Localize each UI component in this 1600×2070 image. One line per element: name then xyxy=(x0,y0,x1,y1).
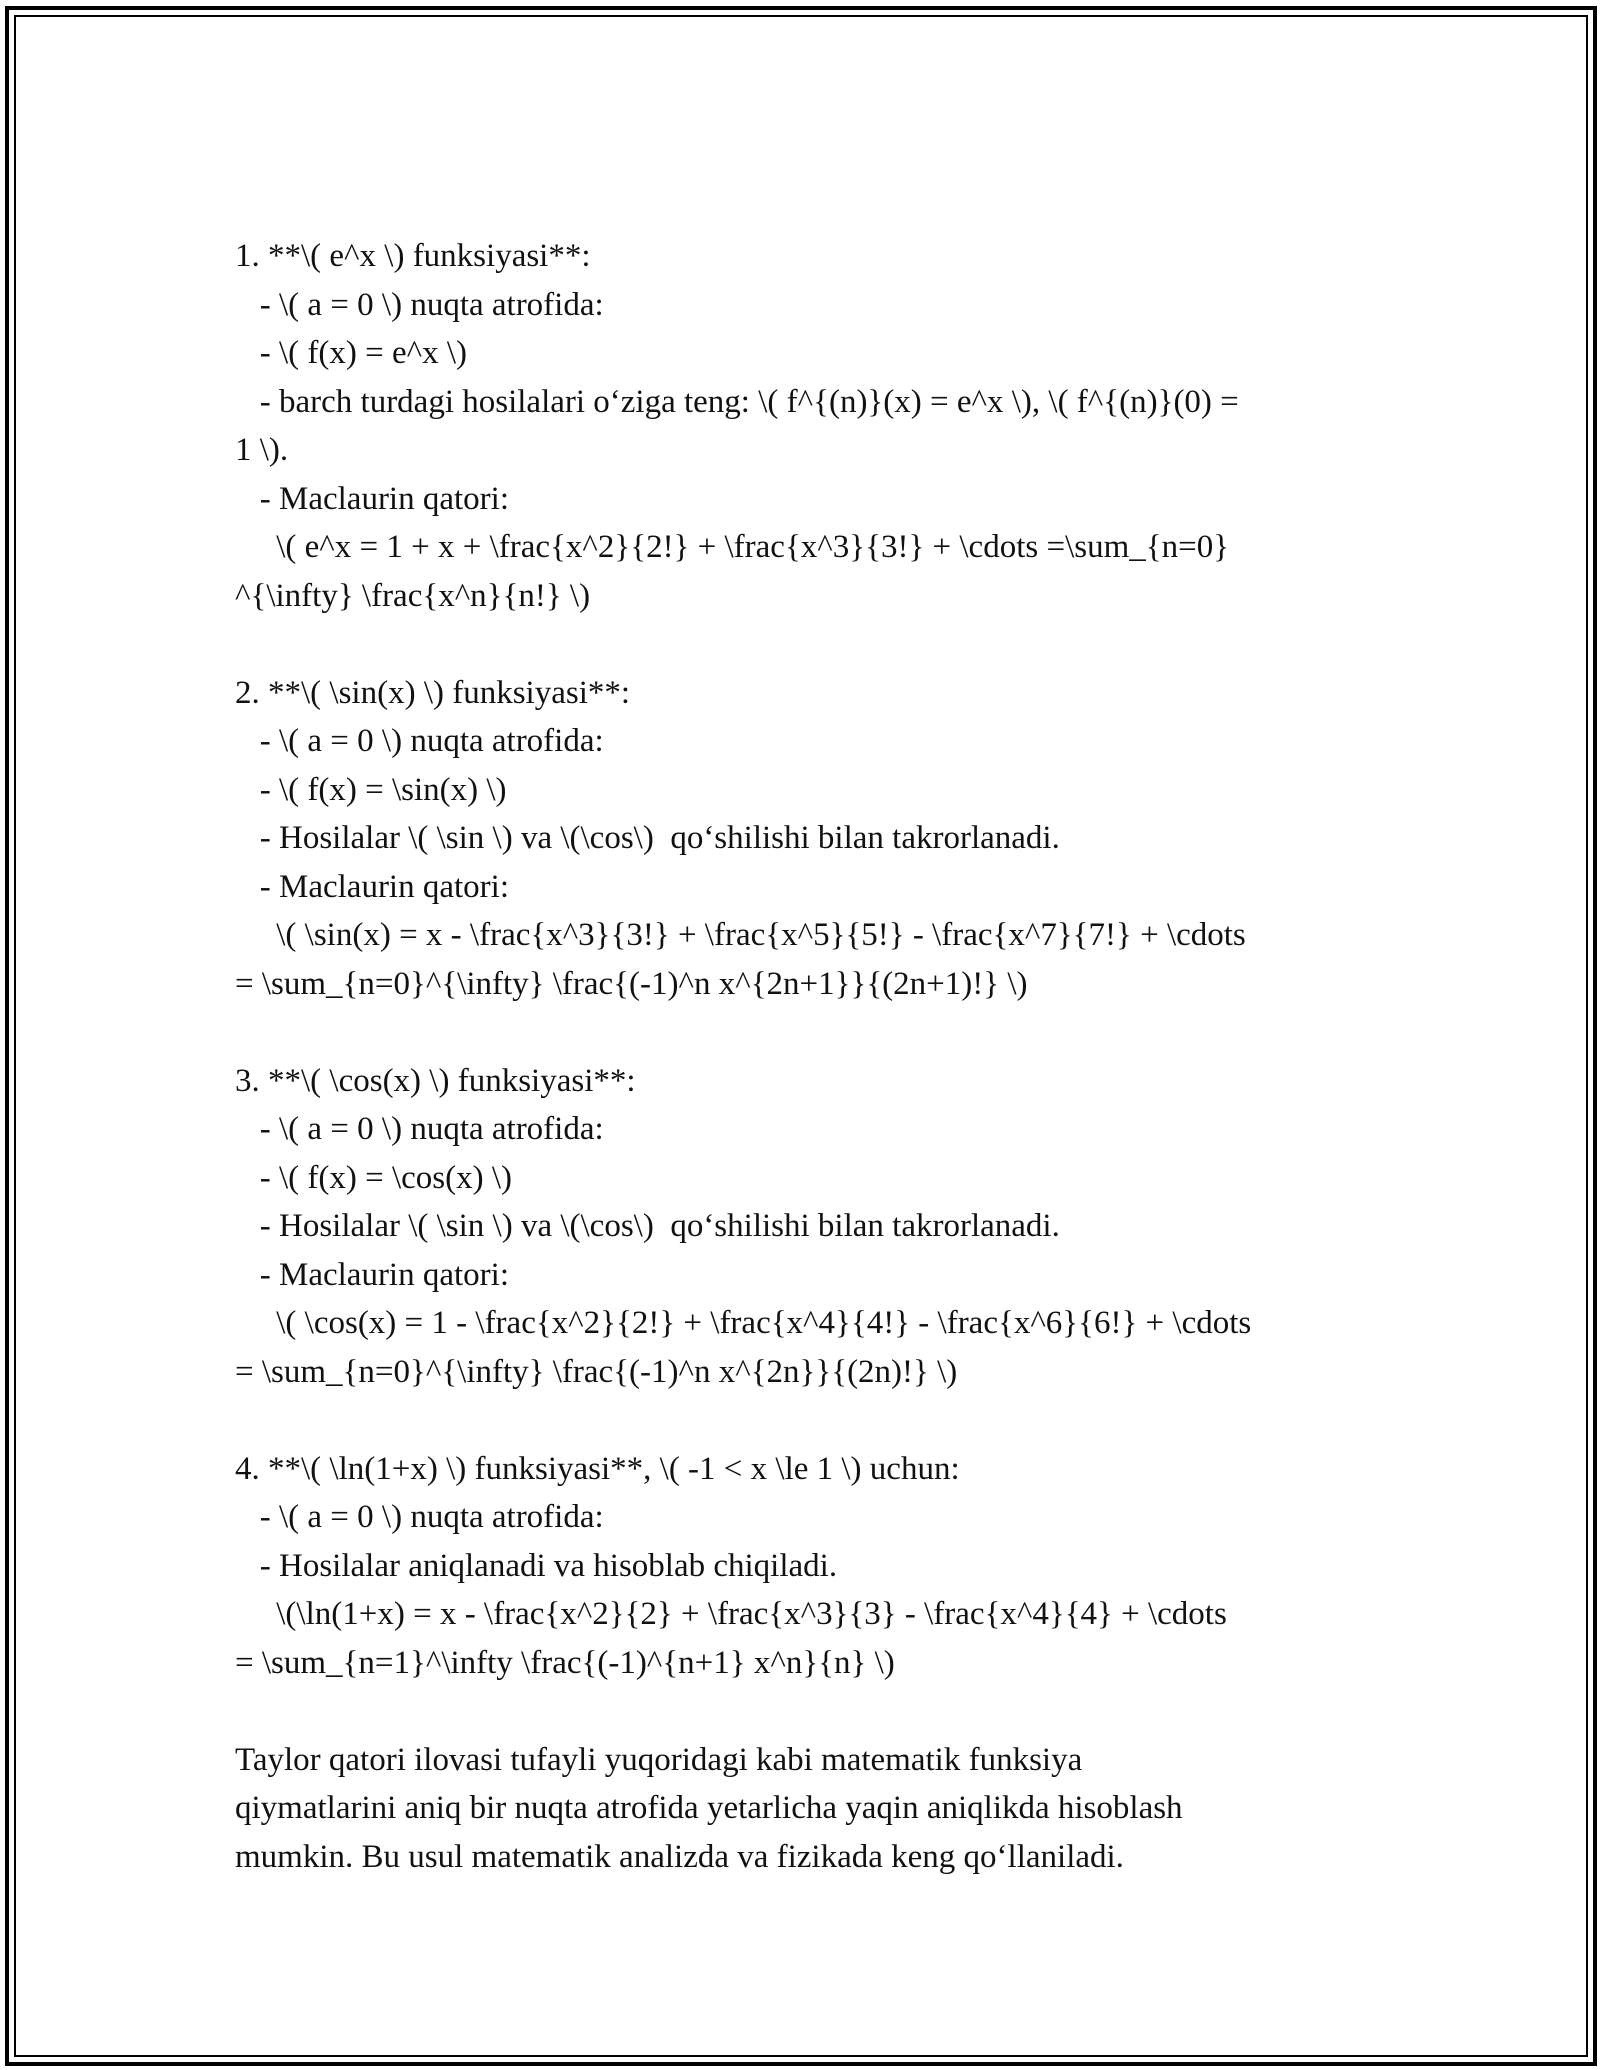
text-line: 2. **\( \sin(x) \) funksiyasi**: xyxy=(235,674,631,711)
text-line: mumkin. Bu usul matematik analizda va fizikada keng qo‘llaniladi. xyxy=(235,1838,1124,1875)
text-line: - \( a = 0 \) nuqta atrofida: xyxy=(235,1111,604,1147)
text-line: \( \cos(x) = 1 - \frac{x^2}{2!} + \frac{x^4}{4!} - \frac{x^6}{6!} + \cdots xyxy=(235,1305,1252,1341)
text-line: - \( a = 0 \) nuqta atrofida: xyxy=(235,286,604,323)
text-line: - Maclaurin qatori: xyxy=(235,480,509,517)
spacer xyxy=(235,1008,1375,1057)
text-line: - Maclaurin qatori: xyxy=(235,868,509,905)
section-sin xyxy=(235,669,1375,1009)
text-line: - Hosilalar aniqlanadi va hisoblab chiqiladi. xyxy=(235,1547,838,1584)
text-line: - barch turdagi hosilalari o‘ziga teng: \( f^{(n)}(x) = e^x \), \( f^{(n)}(0) = xyxy=(235,383,1239,420)
text-line: - Hosilalar \( \sin \) va \(\cos\) qo‘shilishi bilan takrorlanadi. xyxy=(235,820,1060,856)
text-line: = \sum_{n=0}^{\infty} \frac{(-1)^n x^{2n}}{(2n)!} \) xyxy=(235,1353,958,1390)
text-line: 4. **\( \ln(1+x) \) funksiyasi**, \( -1 < x \le 1 \) uchun: xyxy=(235,1450,960,1487)
section-cos xyxy=(235,1057,1375,1397)
text-line: - \( a = 0 \) nuqta atrofida: xyxy=(235,1499,604,1535)
spacer xyxy=(235,1396,1375,1445)
text-line: 1. **\( e^x \) funksiyasi**: xyxy=(235,238,591,274)
text-line: - \( f(x) = \cos(x) \) xyxy=(235,1159,513,1196)
text-line: - \( a = 0 \) nuqta atrofida: xyxy=(235,723,604,759)
text-line: - \( f(x) = e^x \) xyxy=(235,335,468,371)
text-line: \( \sin(x) = x - \frac{x^3}{3!} + \frac{x^5}{5!} - \frac{x^7}{7!} + \cdots xyxy=(235,917,1246,953)
text-line: Taylor qatori ilovasi tufayli yuqoridagi kabi matematik funksiya xyxy=(235,1741,1083,1778)
text-line: - Hosilalar \( \sin \) va \(\cos\) qo‘shilishi bilan takrorlanadi. xyxy=(235,1208,1060,1244)
text-line: qiymatlarini aniq bir nuqta atrofida yetarlicha yaqin aniqlikda hisoblash xyxy=(235,1790,1183,1826)
text-line: \( e^x = 1 + x + \frac{x^2}{2!} + \frac{x^3}{3!} + \cdots =\sum_{n=0} xyxy=(235,529,1230,565)
text-line: = \sum_{n=0}^{\infty} \frac{(-1)^n x^{2n+1}}{(2n+1)!} \) xyxy=(235,965,1028,1002)
section-exp xyxy=(235,232,1375,620)
text-line: = \sum_{n=1}^\infty \frac{(-1)^{n+1} x^n}{n} \) xyxy=(235,1644,895,1681)
text-line: - \( f(x) = \sin(x) \) xyxy=(235,771,507,808)
text-line: \(\ln(1+x) = x - \frac{x^2}{2} + \frac{x^3}{3} - \frac{x^4}{4} + \cdots xyxy=(235,1596,1227,1632)
section-ln xyxy=(235,1445,1375,1688)
text-line: 1 \). xyxy=(235,432,289,468)
text-line: ^{\infty} \frac{x^n}{n!} \) xyxy=(235,577,591,614)
text-line: 3. **\( \cos(x) \) funksiyasi**: xyxy=(235,1062,636,1099)
text-line: - Maclaurin qatori: xyxy=(235,1256,509,1293)
conclusion-paragraph xyxy=(235,1736,1375,1882)
spacer xyxy=(235,620,1375,669)
spacer xyxy=(235,1687,1375,1736)
document-body xyxy=(235,232,1375,1881)
